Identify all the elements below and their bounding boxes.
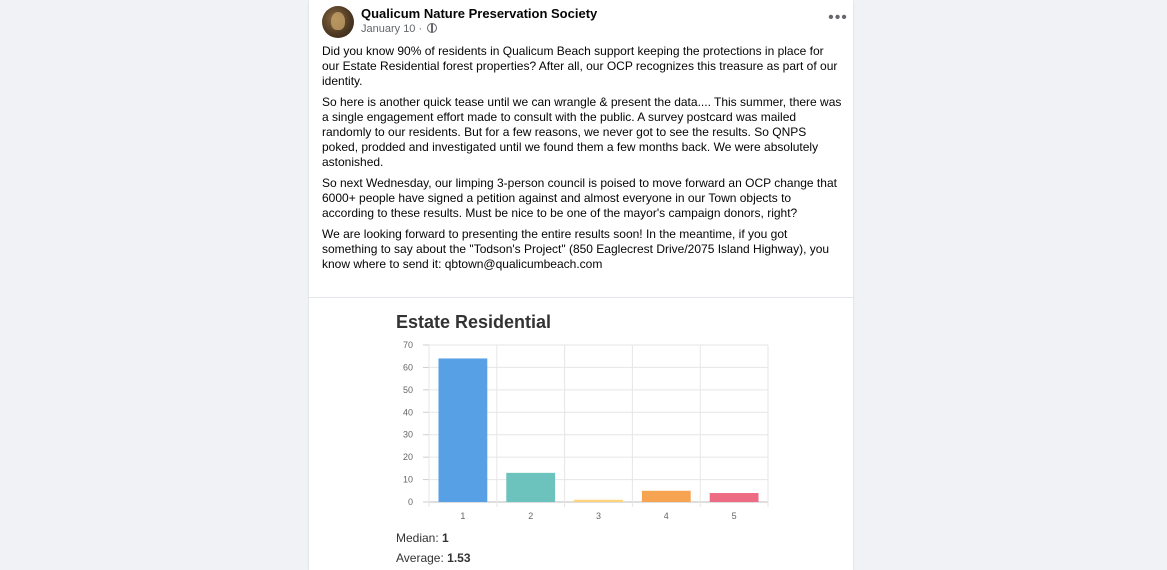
median-label: Median: — [396, 531, 439, 545]
facebook-post — [309, 0, 853, 570]
avatar[interactable] — [322, 6, 354, 38]
bar-chart — [309, 298, 853, 570]
chart-image[interactable] — [309, 298, 853, 570]
bar-5 — [710, 493, 759, 502]
post-meta — [361, 23, 437, 35]
more-options-button[interactable]: ••• — [828, 9, 848, 26]
y-tick-label: 0 — [407, 497, 413, 507]
chart-title: Estate Residential — [396, 312, 552, 332]
y-tick-label: 50 — [402, 384, 413, 395]
y-tick-label: 60 — [402, 362, 413, 373]
y-tick-label: 30 — [402, 429, 413, 440]
meta-separator: · — [418, 23, 423, 35]
post-paragraph: Did you know 90% of residents in Qualicum Beach support keeping the protections in place for our Estate Residential forest properties? After all, our OCP recognizes this treasure as part of our identity. — [322, 44, 838, 88]
post-header — [322, 6, 848, 38]
average-label: Average: — [396, 551, 444, 565]
globe-icon — [427, 23, 437, 33]
average-value: 1.53 — [447, 551, 471, 565]
post-text — [322, 44, 842, 278]
median-value: 1 — [442, 531, 449, 545]
bar-2 — [506, 473, 555, 502]
x-tick-label: 2 — [528, 511, 534, 521]
y-tick-label: 40 — [402, 407, 413, 418]
x-tick-label: 1 — [460, 511, 466, 521]
bar-4 — [642, 491, 691, 502]
average-stat — [396, 551, 471, 565]
x-tick-label: 5 — [731, 511, 737, 521]
median-stat — [396, 531, 449, 545]
y-tick-label: 10 — [402, 474, 413, 485]
bar-1 — [438, 358, 487, 502]
x-tick-label: 4 — [663, 511, 669, 521]
x-tick-label: 3 — [595, 511, 602, 521]
y-tick-label: 70 — [402, 340, 413, 350]
post-paragraph: We are looking forward to presenting the entire results soon! In the meantime, if you got something to say about the "Todson's Project" (850 Eaglecrest Drive/2075 Island Highway), you know where to send it: qbtown@qualicumbeach.com — [322, 227, 830, 271]
y-tick-label: 20 — [402, 452, 413, 463]
post-date[interactable]: January 10 — [361, 23, 416, 35]
bar-3 — [574, 500, 623, 502]
author-name[interactable]: Qualicum Nature Preservation Society — [361, 6, 598, 21]
post-paragraph: So next Wednesday, our limping 3-person council is poised to move forward an OCP change that 6000+ people have signed a petition against and almost everyone in our Town objects to according to these results. Must be nice to be one of the mayor's campaign donors, right? — [322, 176, 837, 220]
post-paragraph: So here is another quick tease until we can wrangle & present the data.... This summer, there was a single engagement effort made to consult with the public. A survey postcard was mailed randomly to our residents. But for a few reasons, we never got to see the results. So QNPS poked, prodded and investigated until we found them a few months back. We were absolutely astonished. — [322, 95, 842, 169]
